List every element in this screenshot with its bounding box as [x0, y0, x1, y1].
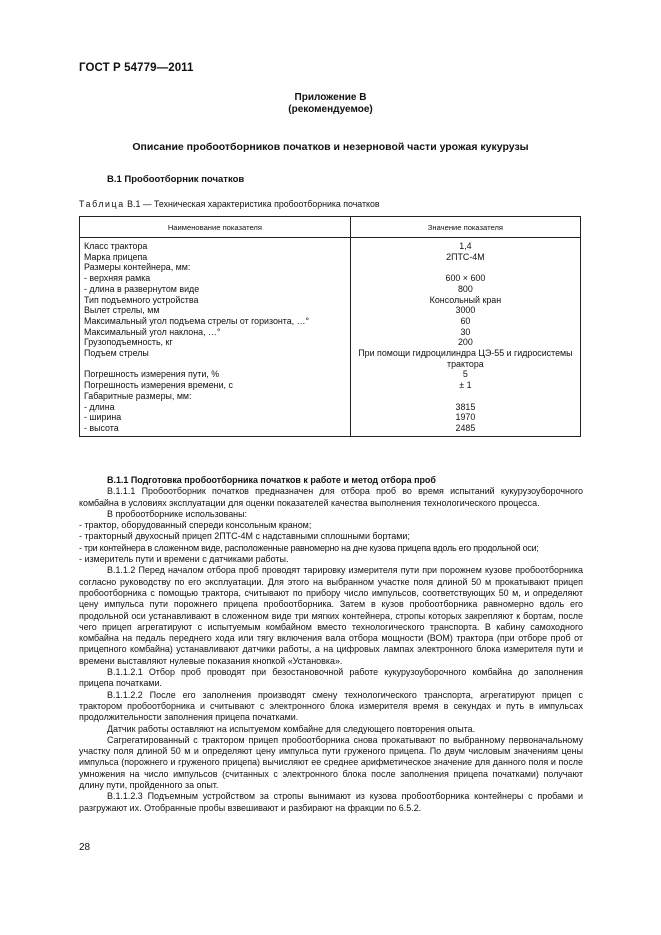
row-value: 30 [350, 327, 580, 338]
table-row [80, 348, 581, 369]
standard-designation: ГОСТ Р 54779—2011 [79, 62, 194, 74]
paragraph: В.1.1.2.1 Отбор проб проводят при безостановочной работе кукурузоуборочного комбайна до заполнения прицепа початками. [79, 667, 583, 689]
row-name: Марка прицепа [80, 252, 351, 263]
list-item: - три контейнера в сложенном виде, расположенные равномерно на дне кузова прицепа вдоль его продольной оси; [79, 542, 539, 553]
table-caption [79, 199, 380, 209]
row-name: Грузоподъемность, кг [80, 337, 351, 348]
row-name: Класс трактора [80, 238, 351, 252]
row-name: Размеры контейнера, мм: [80, 262, 351, 273]
row-name: - верхняя рамка [80, 273, 351, 284]
table-header-row [80, 217, 581, 238]
row-value: 3000 [350, 305, 580, 316]
row-name: - ширина [80, 412, 351, 423]
row-name: Подъем стрелы [80, 348, 351, 369]
paragraph: В пробоотборнике использованы: [107, 508, 248, 519]
paragraph: В.1.1.2.2 После его заполнения производят смену технологического транспорта, агрегатируют прицеп с трактором пробоотборника и считывают с электронного блока измерителя время в секундах и путь в импульсах продолжительности заполнения прицепа початками. [79, 689, 583, 723]
page-number: 28 [79, 842, 91, 853]
paragraph: В.1.1.1 Пробоотборник початков предназначен для отбора проб во время испытаний кукурузоуборочного комбайна в условиях эксплуатации для оценки показателей качества выполнения технологического процесса. [79, 486, 583, 508]
appendix-heading [0, 92, 661, 116]
paragraph: В.1.1.2 Перед началом отбора проб проводят тарировку измерителя пути при порожнем кузове пробоотборника согласно руководству по его эксплуатации. Для этого на выбранном участке поля длиной 50 м прокатывают прицеп пробоотборника с помощью трактора, считывают по прибору число импульсов, соответствующих 50 м, и определяют цену импульса пути порожнего прицепа пробоотборника. Затем в кузов пробоотборника равномерно вдоль его продольной оси устанавливают в сложенном виде три мягких контейнера, стропы которых закрепляют к бортам, после чего прицеп агрегатируют с испытуемым комбайном вместо технологического транспорта. В кабину самоходного комбайна на педаль переднего хода или тягу включения вала отбора мощности (ВОМ) трактора (при отборе проб от прицепного комбайна) устанавливают датчики работы, а на цифровых лампах электронного блока измерителя пути и времени выставляют нулевые показания кнопкой «Установка». [79, 565, 583, 666]
table-row [80, 262, 581, 273]
row-name: Тип подъемного устройства [80, 295, 351, 306]
table-row [80, 238, 581, 252]
row-name: Вылет стрелы, мм [80, 305, 351, 316]
table-row [80, 327, 581, 338]
row-value: 800 [350, 284, 580, 295]
row-value: 600 × 600 [350, 273, 580, 284]
appendix-title: Приложение В [294, 92, 367, 103]
table-row [80, 391, 581, 402]
table-header-name: Наименование показателя [80, 217, 351, 238]
row-value: 2ПТС-4М [350, 252, 580, 263]
row-name: Габаритные размеры, мм: [80, 391, 351, 402]
list-item: - измеритель пути и времени с датчиками работы. [79, 554, 289, 565]
row-value: 2485 [350, 423, 580, 436]
body-text [79, 475, 583, 814]
table-header-value: Значение показателя [350, 217, 580, 238]
row-value: 60 [350, 316, 580, 327]
row-value: Консольный кран [350, 295, 580, 306]
table-row [80, 273, 581, 284]
paragraph: В.1.1.2.3 Подъемным устройством за стропы вынимают из кузова пробоотборника контейнеры с пробами и разгружают их. Отобранные пробы взвешивают и разбирают на фракции по 6.5.2. [79, 791, 583, 813]
table-row [80, 337, 581, 348]
table-row [80, 316, 581, 327]
table-row [80, 369, 581, 380]
table-row [80, 284, 581, 295]
row-name: - высота [80, 423, 351, 436]
table-row [80, 295, 581, 306]
main-title: Описание пробоотборников початков и незерновой части урожая кукурузы [132, 141, 529, 153]
appendix-subtitle: (рекомендуемое) [288, 104, 373, 115]
row-value: 5 [350, 369, 580, 380]
row-value: 1,4 [350, 238, 580, 252]
table-row [80, 305, 581, 316]
table-caption-text: В.1 — Техническая характеристика пробоотборника початков [124, 199, 380, 209]
spec-table [79, 216, 581, 437]
row-name: Максимальный угол наклона, …° [80, 327, 351, 338]
paragraph: Датчик работы оставляют на испытуемом комбайне для следующего повторения опыта. [107, 723, 476, 734]
row-value [350, 391, 580, 402]
table-row [80, 412, 581, 423]
table-caption-label: Таблица [79, 199, 125, 209]
row-name: - длина [80, 402, 351, 413]
row-value: 1970 [350, 412, 580, 423]
paragraph: Сагрегатированный с трактором прицеп пробоотборника снова прокатывают по выбранному первоначальному участку поля длиной 50 м и определяют цену импульса пути груженого прицепа. По двум числовым значениям цены импульса (порожнего и груженого прицепа) вычисляют ее среднее арифметическое значение для данного поля и после умножения на число импульсов (считанных с электронного блока после заполнения прицепа початками) получают длину пути, пройденного за опыт. [79, 734, 583, 791]
row-name: - длина в развернутом виде [80, 284, 351, 295]
row-name: Максимальный угол подъема стрелы от горизонта, …° [80, 316, 351, 327]
table-row [80, 423, 581, 436]
row-name: Погрешность измерения времени, с [80, 380, 351, 391]
section-title: В.1 Пробоотборник початков [107, 174, 245, 185]
row-value: 3815 [350, 402, 580, 413]
subsection-heading: В.1.1 Подготовка пробоотборника початков к работе и метод отбора проб [107, 475, 436, 485]
table-row [80, 252, 581, 263]
row-value: ± 1 [350, 380, 580, 391]
table-row [80, 380, 581, 391]
list-item: - тракторный двухосный прицеп 2ПТС-4М с надставными сплошными бортами; [79, 531, 410, 542]
row-value: При помощи гидроцилиндра ЦЭ-55 и гидросистемы трактора [350, 348, 580, 369]
list-item: - трактор, оборудованный спереди консольным краном; [79, 520, 312, 531]
table-row [80, 402, 581, 413]
row-value [350, 262, 580, 273]
row-value: 200 [350, 337, 580, 348]
row-name: Погрешность измерения пути, % [80, 369, 351, 380]
